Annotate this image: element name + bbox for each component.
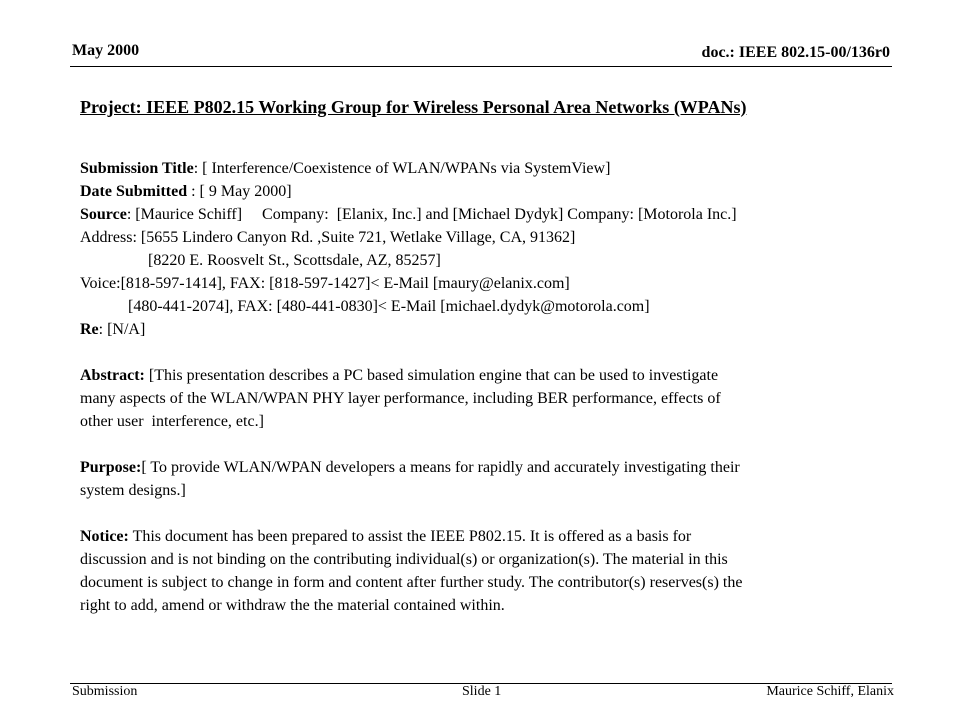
date-submitted-label: Date Submitted: [80, 183, 188, 200]
header-divider: [70, 66, 892, 67]
spacer: [80, 341, 870, 364]
header-date: May 2000: [72, 42, 140, 59]
source-label: Source: [80, 206, 127, 223]
re-value: : [N/A]: [98, 321, 146, 338]
date-submitted-line: [80, 180, 870, 203]
header-doc-id: doc.: IEEE 802.15-00/136r0: [701, 44, 890, 61]
spacer: [80, 433, 870, 456]
footer-submission: Submission: [72, 684, 138, 699]
notice-line-4: right to add, amend or withdraw the the material contained within.: [80, 597, 505, 614]
footer-slide-number: Slide 1: [462, 684, 502, 699]
notice-label: Notice:: [80, 528, 129, 545]
abstract-text-1: [This presentation describes a PC based simulation engine that can be used to investigate: [144, 367, 719, 384]
voice-line-2: [480-441-2074], FAX: [480-441-0830]< E-Mail [michael.dydyk@motorola.com]: [128, 298, 650, 315]
re-line: [80, 318, 870, 341]
submission-title-label: Submission Title: [80, 160, 194, 177]
purpose-label: Purpose:: [80, 459, 142, 476]
submission-title-value: : [ Interference/Coexistence of WLAN/WPANs via SystemView]: [193, 160, 611, 177]
purpose-text-1: [ To provide WLAN/WPAN developers a means for rapidly and accurately investigating their: [141, 459, 740, 476]
project-title: Project: IEEE P802.15 Working Group for Wireless Personal Area Networks (WPANs): [80, 97, 747, 117]
footer-author: Maurice Schiff, Elanix: [766, 684, 894, 699]
re-label: Re: [80, 321, 99, 338]
voice-line-1: Voice:[818-597-1414], FAX: [818-597-1427]< E-Mail [maury@elanix.com]: [80, 275, 570, 292]
abstract-line-3: other user interference, etc.]: [80, 413, 264, 430]
notice-text-1: This document has been prepared to assist the IEEE P802.15. It is offered as a basis for: [128, 528, 692, 545]
abstract-line-1: [80, 364, 870, 387]
abstract-line-2: many aspects of the WLAN/WPAN PHY layer performance, including BER performance, effects of: [80, 390, 721, 407]
date-submitted-value: : [ 9 May 2000]: [187, 183, 292, 200]
source-value: : [Maurice Schiff] Company: [Elanix, Inc.] and [Michael Dydyk] Company: [Motorola Inc.]: [126, 206, 737, 223]
submission-title-line: [80, 157, 870, 180]
address-line-1: Address: [5655 Lindero Canyon Rd. ,Suite 721, Wetlake Village, CA, 91362]: [80, 229, 576, 246]
address-line-2: [8220 E. Roosvelt St., Scottsdale, AZ, 85257]: [148, 252, 441, 269]
submission-details: [80, 157, 870, 617]
abstract-label: Abstract:: [80, 367, 145, 384]
purpose-line-1: [80, 456, 870, 479]
purpose-line-2: system designs.]: [80, 482, 186, 499]
notice-line-1: [80, 525, 870, 548]
notice-line-2: discussion and is not binding on the contributing individual(s) or organization(s). The material in this: [80, 551, 728, 568]
source-line: [80, 203, 870, 226]
notice-line-3: document is subject to change in form and content after further study. The contributor(s) reserves(s) the: [80, 574, 743, 591]
spacer: [80, 502, 870, 525]
